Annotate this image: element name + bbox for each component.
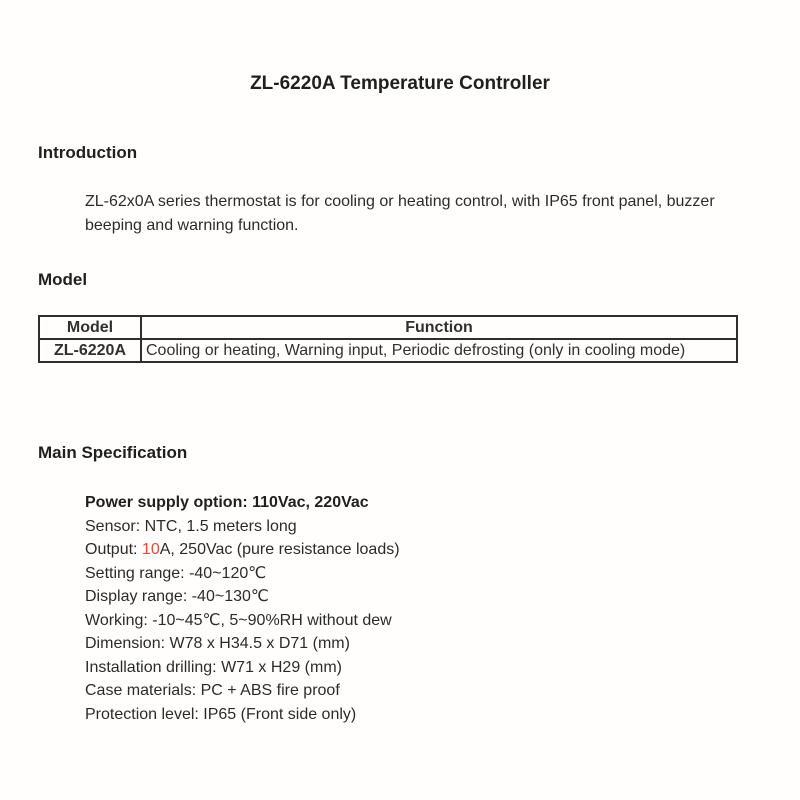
model-table-header-row bbox=[39, 316, 737, 339]
spec-sensor: Sensor: NTC, 1.5 meters long bbox=[85, 517, 297, 535]
model-table bbox=[38, 315, 738, 363]
main-specification-heading: Main Specification bbox=[38, 443, 188, 462]
document-title: ZL-6220A Temperature Controller bbox=[250, 73, 550, 94]
introduction-heading: Introduction bbox=[38, 143, 138, 162]
model-heading: Model bbox=[38, 270, 88, 289]
introduction-paragraph: ZL-62x0A series thermostat is for cooling or heating control, with IP65 front panel, buzzer beeping and warning function. bbox=[85, 193, 715, 234]
spec-dimension: Dimension: W78 x H34.5 x D71 (mm) bbox=[85, 635, 350, 652]
spec-installation-drilling: Installation drilling: W71 x H29 (mm) bbox=[85, 658, 342, 676]
model-cell: ZL-6220A bbox=[39, 339, 141, 362]
function-column-header: Function bbox=[141, 316, 737, 339]
spec-protection-level: Protection level: IP65 (Front side only) bbox=[85, 705, 357, 723]
function-cell: Cooling or heating, Warning input, Periodic defrosting (only in cooling mode) bbox=[141, 339, 737, 362]
spec-output-suffix: A, 250Vac (pure resistance loads) bbox=[159, 541, 400, 558]
spec-output bbox=[85, 538, 800, 562]
spec-power-supply: Power supply option: 110Vac, 220Vac bbox=[85, 494, 369, 511]
spec-working-conditions: Working: -10~45℃, 5~90%RH without dew bbox=[85, 611, 392, 629]
spec-setting-range: Setting range: -40~120℃ bbox=[85, 564, 267, 582]
spec-display-range: Display range: -40~130℃ bbox=[85, 588, 269, 605]
spec-case-materials: Case materials: PC + ABS fire proof bbox=[85, 682, 340, 699]
spec-output-prefix: Output: bbox=[85, 541, 142, 558]
model-table-row bbox=[39, 339, 737, 362]
model-column-header: Model bbox=[39, 316, 141, 339]
specification-list bbox=[85, 491, 800, 726]
spec-output-current-rating: 10 bbox=[141, 541, 160, 558]
